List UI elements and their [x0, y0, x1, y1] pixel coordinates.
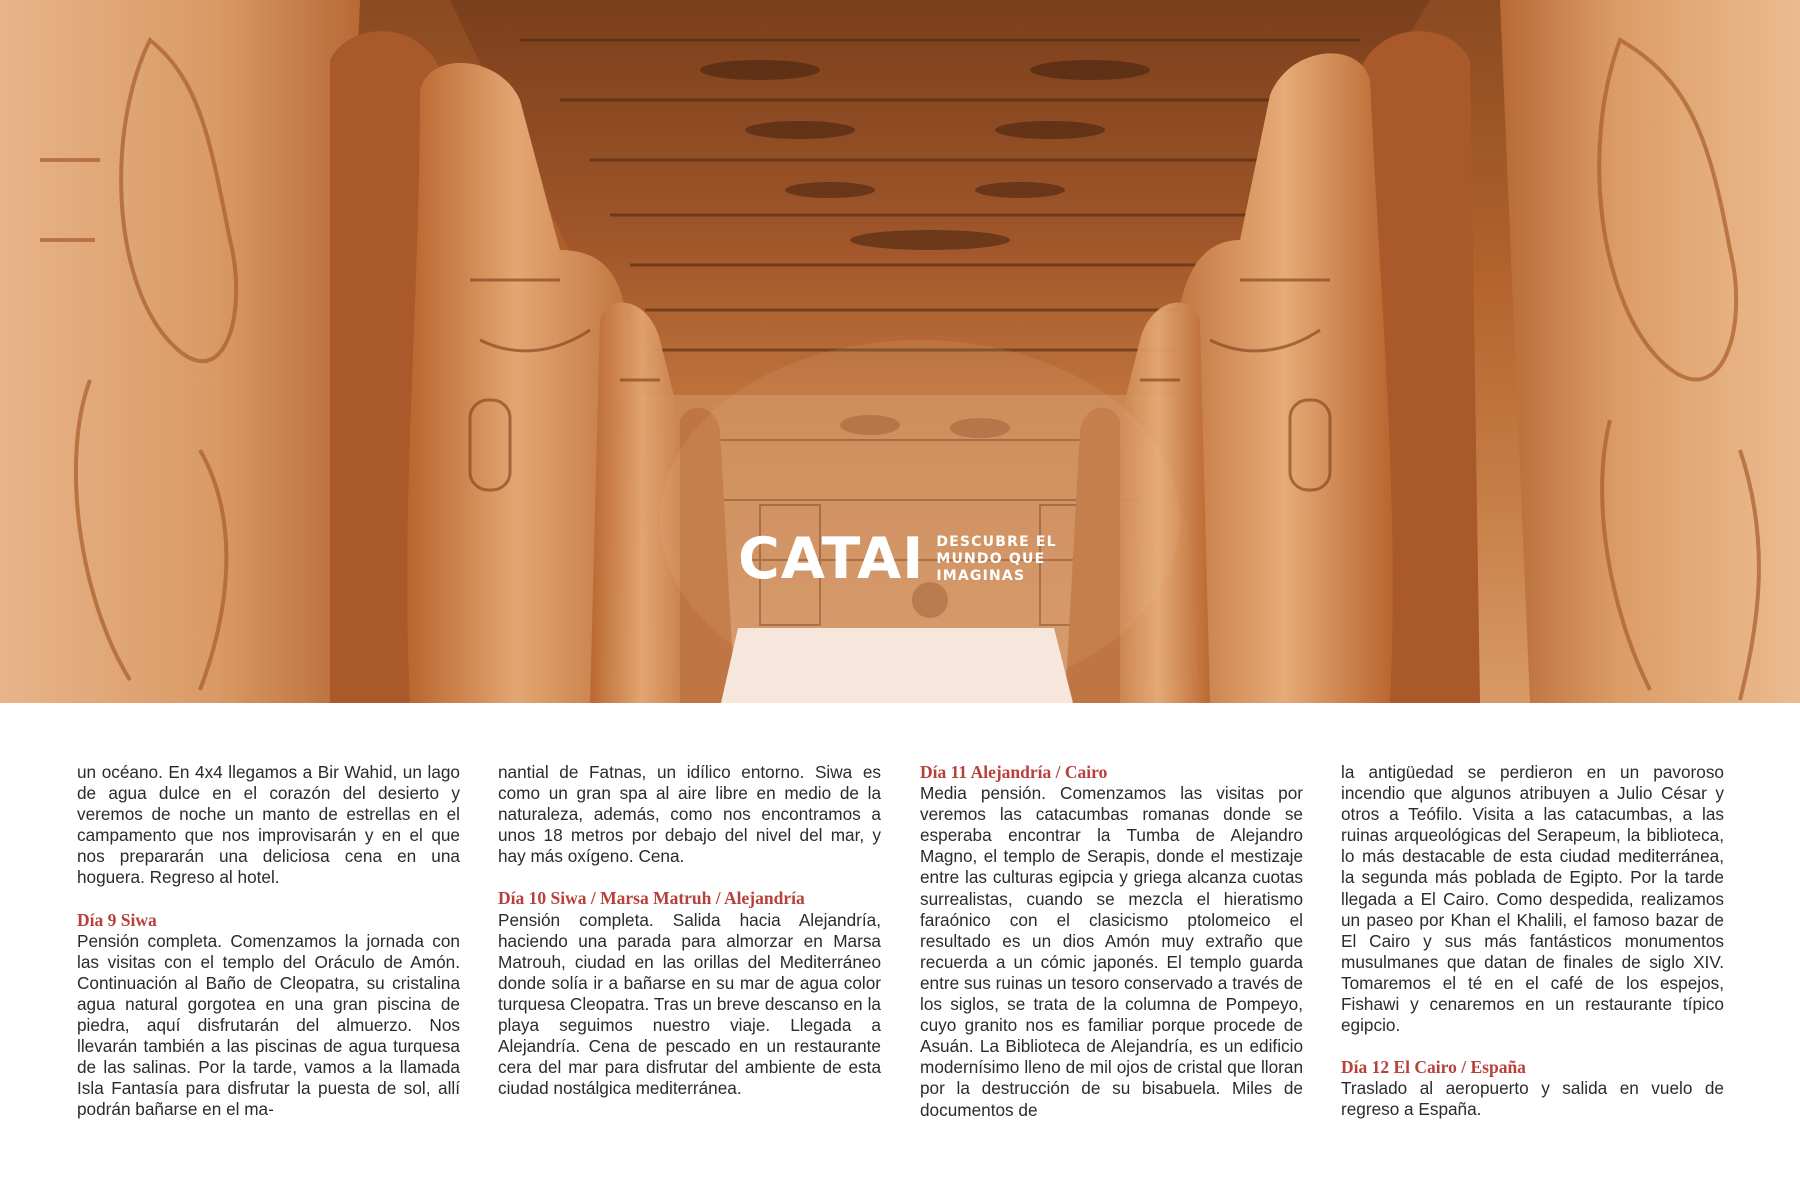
paragraph: nantial de Fatnas, un idílico entorno. Siwa es como un gran spa al aire libre en medio de la naturaleza, además, como nos encontramos a unos 18 metros por debajo del nivel del mar, y hay más oxígeno. Cena.	[498, 762, 881, 867]
text-column-1	[77, 762, 460, 1121]
paragraph: Media pensión. Comenzamos las visitas por veremos las catacumbas romanas donde se esperaba encontrar la Tumba de Alejandro Magno, el templo de Serapis, donde el mestizaje entre las culturas egipcia y griega alcanza cuotas surrealistas, cuando se mezcla el hieratismo faraónico con el clasicismo ptolomeico el resultado es un dios Amón muy extraño que recuerda a un cómic japonés. El templo guarda entre sus ruinas un tesoro conservado a través de los siglos, se trata de la columna de Pompeyo, cuyo granito nos es familiar porque procede de Asuán. La Biblioteca de Alejandría, es un edificio modernísimo lleno de mil ojos de cristal que lloran por la destrucción de su bisabuela. Miles de documentos de	[920, 783, 1303, 1120]
text-column-4	[1341, 762, 1724, 1121]
paragraph: Pensión completa. Salida hacia Alejandría, haciendo una parada para almorzar en Marsa Matrouh, ciudad en las orillas del Mediterráneo donde solía ir a bañarse en su mar de agua color turquesa Cleopatra. Tras un breve descanso en la playa seguimos nuestro viaje. Llegada a Alejandría. Cena de pescado en un restaurante cera del mar para disfrutar del ambiente de esta ciudad nostálgica mediterránea.	[498, 909, 881, 1099]
day-heading: Día 12 El Cairo / España	[1341, 1057, 1526, 1078]
logo-wordmark: CATAI	[738, 526, 925, 592]
catai-logo	[738, 528, 1057, 590]
tagline-line: IMAGINAS	[936, 567, 1026, 584]
text-column-2	[498, 762, 881, 1099]
paragraph: Pensión completa. Comenzamos la jornada con las visitas con el templo del Oráculo de Amón. Continuación al Baño de Cleopatra, su cristalina agua natural gorgotea en una gran piscina de piedra, aquí disfrutarán del almuerzo. Nos llevarán también a las piscinas de agua turquesa de las salinas. Por la tarde, vamos a la llamada Isla Fantasía para disfrutar la puesta de sol, allí podrán bañarse en el ma-	[77, 930, 460, 1120]
logo-tagline	[936, 534, 1056, 585]
paragraph: un océano. En 4x4 llegamos a Bir Wahid, un lago de agua dulce en el corazón del desierto y veremos de noche un manto de estrellas en el campamento que nos improvisarán y en el que nos prepararán una deliciosa cena en una hoguera. Regreso al hotel.	[77, 762, 460, 888]
text-column-3	[920, 762, 1303, 1121]
day-heading: Día 10 Siwa / Marsa Matruh / Alejandría	[498, 888, 805, 909]
day-heading: Día 9 Siwa	[77, 909, 157, 930]
paragraph: Traslado al aeropuerto y salida en vuelo de regreso a España.	[1341, 1078, 1724, 1120]
paragraph: la antigüedad se perdieron en un pavoroso incendio que algunos atribuyen a Julio César y otros a Teófilo. Visita a las catacumbas, a las ruinas arqueológicas del Serapeum, la biblioteca, lo más destacable de esta ciudad mediterránea, la segunda más poblada de Egipto. Por la tarde llegada a El Cairo. Como despedida, realizamos un paseo por Khan el Khalili, el famoso bazar de El Cairo y sus más fantásticos monumentos musulmanes que datan de finales de siglo XIV. Tomaremos el té en el café de los espejos, Fishawi y cenaremos en un restaurante típico egipcio.	[1341, 762, 1724, 1036]
tagline-line: MUNDO QUE	[936, 550, 1046, 567]
day-heading: Día 11 Alejandría / Cairo	[920, 762, 1108, 782]
tagline-line: DESCUBRE EL	[936, 533, 1057, 550]
